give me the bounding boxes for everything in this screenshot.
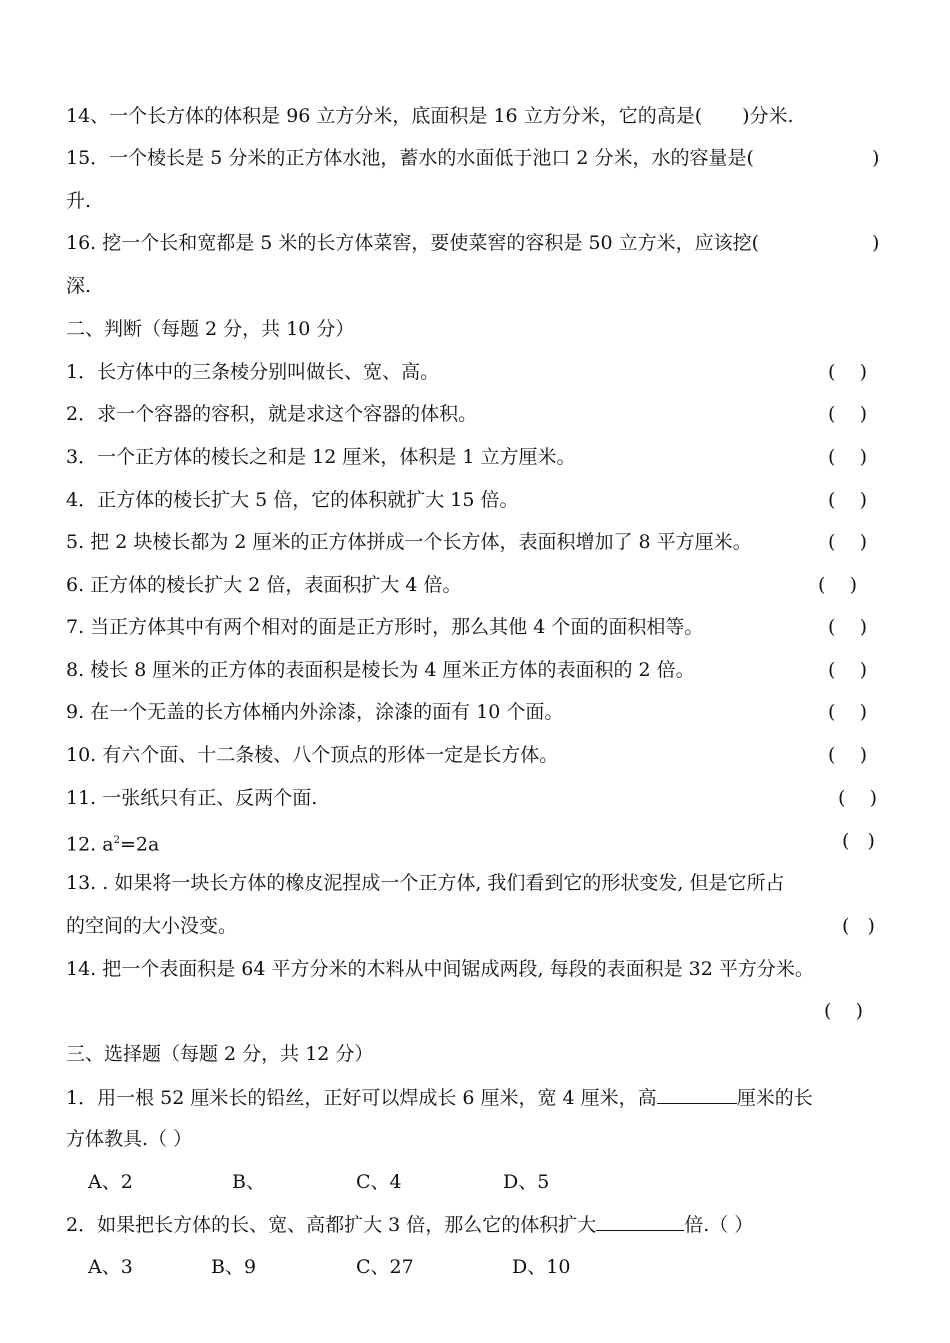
fill-q14: 14、一个长方体的体积是 96 立方分米，底面积是 16 立方分米，它的高是( )分米. <box>66 105 794 127</box>
answer-paren-12[interactable]: ( ) <box>842 830 875 852</box>
answer-paren-8[interactable]: ( ) <box>828 659 867 681</box>
choice-q2-option-b[interactable]: B、9 <box>211 1256 257 1278</box>
choice-q1-option-b[interactable]: B、 <box>232 1171 265 1193</box>
judge-item-3: 3．一个正方体的棱长之和是 12 厘米，体积是 1 立方厘米。 <box>66 446 576 468</box>
judge-item-4: 4．正方体的棱长扩大 5 倍，它的体积就扩大 15 倍。 <box>66 489 519 511</box>
judge-item-9: 9. 在一个无盖的长方体桶内外涂漆，涂漆的面有 10 个面。 <box>66 701 564 723</box>
judge-item-12: 12. $a^2=2a$ <box>66 833 160 856</box>
choice-q1-option-a[interactable]: A、2 <box>88 1171 133 1193</box>
judge-item-1: 1．长方体中的三条棱分别叫做长、宽、高。 <box>66 361 440 383</box>
fill-q16-line1: 16. 挖一个长和宽都是 5 米的长方体菜窖，要使菜窖的容积是 50 立方米，应该挖( <box>66 232 760 254</box>
answer-paren-13[interactable]: ( ) <box>842 915 875 937</box>
answer-paren-10[interactable]: ( ) <box>828 744 867 766</box>
fill-q16-line2: 深. <box>66 275 92 297</box>
choice-q1-line2: 方体教具.（ ） <box>66 1128 193 1150</box>
judge-item-14-line1: 14. 把一个表面积是 64 平方分米的木料从中间锯成两段, 每段的表面积是 32 平方分米。 <box>66 958 814 980</box>
choice-heading: 三、选择题（每题 2 分，共 12 分） <box>66 1043 374 1065</box>
judge-item-6: 6. 正方体的棱长扩大 2 倍，表面积扩大 4 倍。 <box>66 574 462 596</box>
judge-item-11: 11. 一张纸只有正、反两个面. <box>66 787 318 809</box>
answer-paren-14[interactable]: ( ) <box>824 1000 863 1022</box>
choice-q2-option-a[interactable]: A、3 <box>88 1256 133 1278</box>
choice-q1-option-d[interactable]: D、5 <box>503 1171 550 1193</box>
judge-heading: 二、判断（每题 2 分，共 10 分） <box>66 318 355 340</box>
judge-item-13-line1: 13. . 如果将一块长方体的橡皮泥捏成一个正方体, 我们看到它的形状变发, 但是它所占 <box>66 872 785 894</box>
fill-q15-paren-end: ) <box>872 147 880 169</box>
answer-paren-7[interactable]: ( ) <box>828 616 867 638</box>
fill-q15-line1: 15．一个棱长是 5 分米的正方体水池，蓄水的水面低于池口 2 分米，水的容量是( <box>66 147 754 169</box>
fill-q16-paren-end: ) <box>872 232 880 254</box>
answer-paren-4[interactable]: ( ) <box>828 489 867 511</box>
judge-item-2: 2．求一个容器的容积，就是求这个容器的体积。 <box>66 403 478 425</box>
judge-item-8: 8. 棱长 8 厘米的正方体的表面积是棱长为 4 厘米正方体的表面积的 2 倍。 <box>66 659 695 681</box>
judge-item-5: 5. 把 2 块棱长都为 2 厘米的正方体拼成一个长方体，表面积增加了 8 平方厘米。 <box>66 531 752 553</box>
choice-q1-line1: 1．用一根 52 厘米长的铅丝，正好可以焊成长 6 厘米，宽 4 厘米，高 厘米的长 <box>66 1087 813 1109</box>
choice-q2-option-d[interactable]: D、10 <box>512 1256 571 1278</box>
judge-item-7: 7. 当正方体其中有两个相对的面是正方形时，那么其他 4 个面的面积相等。 <box>66 616 704 638</box>
answer-blank-q1[interactable] <box>657 1085 737 1104</box>
choice-q2-line1: 2．如果把长方体的长、宽、高都扩大 3 倍，那么它的体积扩大 倍.（ ） <box>66 1214 754 1236</box>
judge-item-10: 10. 有六个面、十二条棱、八个顶点的形体一定是长方体。 <box>66 744 559 766</box>
answer-paren-3[interactable]: ( ) <box>828 446 867 468</box>
answer-paren-6[interactable]: ( ) <box>818 574 857 596</box>
answer-paren-11[interactable]: ( ) <box>838 787 877 809</box>
answer-paren-5[interactable]: ( ) <box>828 531 867 553</box>
choice-q1-option-c[interactable]: C、4 <box>356 1171 402 1193</box>
fill-q15-line2: 升. <box>66 190 92 212</box>
choice-q2-option-c[interactable]: C、27 <box>356 1256 414 1278</box>
judge-item-13-line2: 的空间的大小没变。 <box>66 915 238 937</box>
answer-blank-q2[interactable] <box>596 1212 684 1231</box>
answer-paren-9[interactable]: ( ) <box>828 701 867 723</box>
answer-paren-1[interactable]: ( ) <box>828 361 867 383</box>
answer-paren-2[interactable]: ( ) <box>828 403 867 425</box>
